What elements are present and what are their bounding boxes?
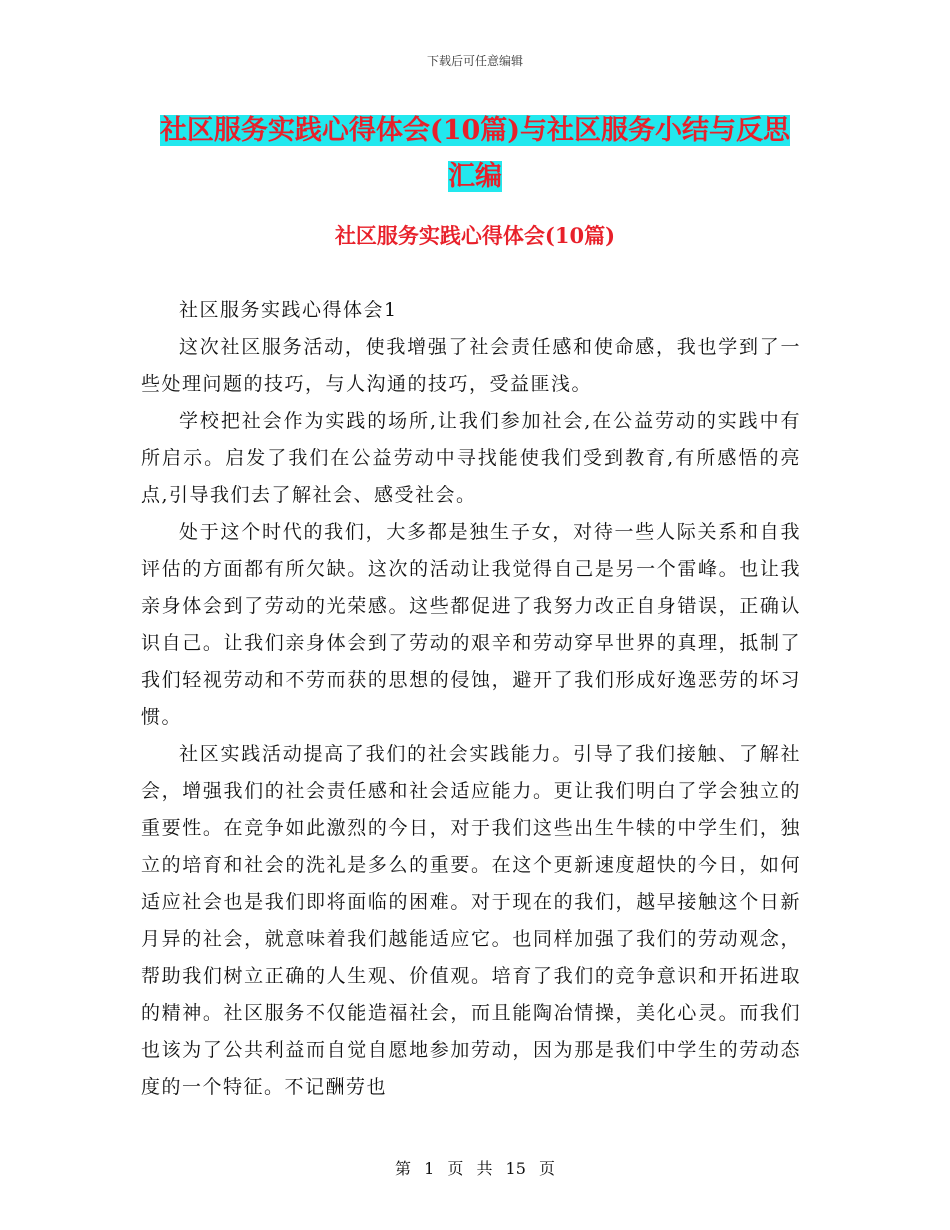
paragraph: 处于这个时代的我们，大多都是独生子女，对待一些人际关系和自我评估的方面都有所欠缺。这次的活动让我觉得自己是另一个雷峰。也让我亲身体会到了劳动的光荣感。这些都促进了我努力改正自身错误，正确认识自己。让我们亲身体会到了劳动的艰辛和劳动穿早世界的真理，抵制了我们轻视劳动和不劳而获的思想的侵蚀，避开了我们形成好逸恶劳的坏习惯。: [141, 521, 801, 728]
page-header: 下载后可任意编辑: [426, 54, 523, 68]
page-footer: 第 1 页 共 15 页: [395, 1159, 555, 1178]
title-line-1: 社区服务实践心得体会(10篇)与社区服务小结与反思: [159, 115, 791, 146]
paragraph-subtitle: 社区服务实践心得体会1: [179, 299, 398, 321]
paragraph: 这次社区服务活动，使我增强了社会责任感和使命感，我也学到了一些处理问题的技巧，与人沟通的技巧，受益匪浅。: [141, 336, 801, 395]
body-text: [141, 292, 801, 1106]
paragraph: 社区实践活动提高了我们的社会实践能力。引导了我们接触、了解社会，增强我们的社会责任感和社会适应能力。更让我们明白了学会独立的重要性。在竞争如此激烈的今日，对于我们这些出生牛犊的中学生们，独立的培育和社会的洗礼是多么的重要。在这个更新速度超快的今日，如何适应社会也是我们即将面临的困难。对于现在的我们，越早接触这个日新月异的社会，就意味着我们越能适应它。也同样加强了我们的劳动观念，帮助我们树立正确的人生观、价值观。培育了我们的竞争意识和开拓进取的精神。社区服务不仅能造福社会，而且能陶冶情操，美化心灵。而我们也该为了公共利益而自觉自愿地参加劳动，因为那是我们中学生的劳动态度的一个特征。不记酬劳也: [141, 743, 801, 1098]
document-title: [140, 108, 810, 200]
paragraph: 学校把社会作为实践的场所,让我们参加社会,在公益劳动的实践中有所启示。启发了我们在公益劳动中寻找能使我们受到教育,有所感悟的亮点,引导我们去了解社会、感受社会。: [141, 410, 801, 506]
section-title: 社区服务实践心得体会(10篇): [334, 223, 616, 248]
title-line-2: 汇编: [448, 161, 502, 192]
